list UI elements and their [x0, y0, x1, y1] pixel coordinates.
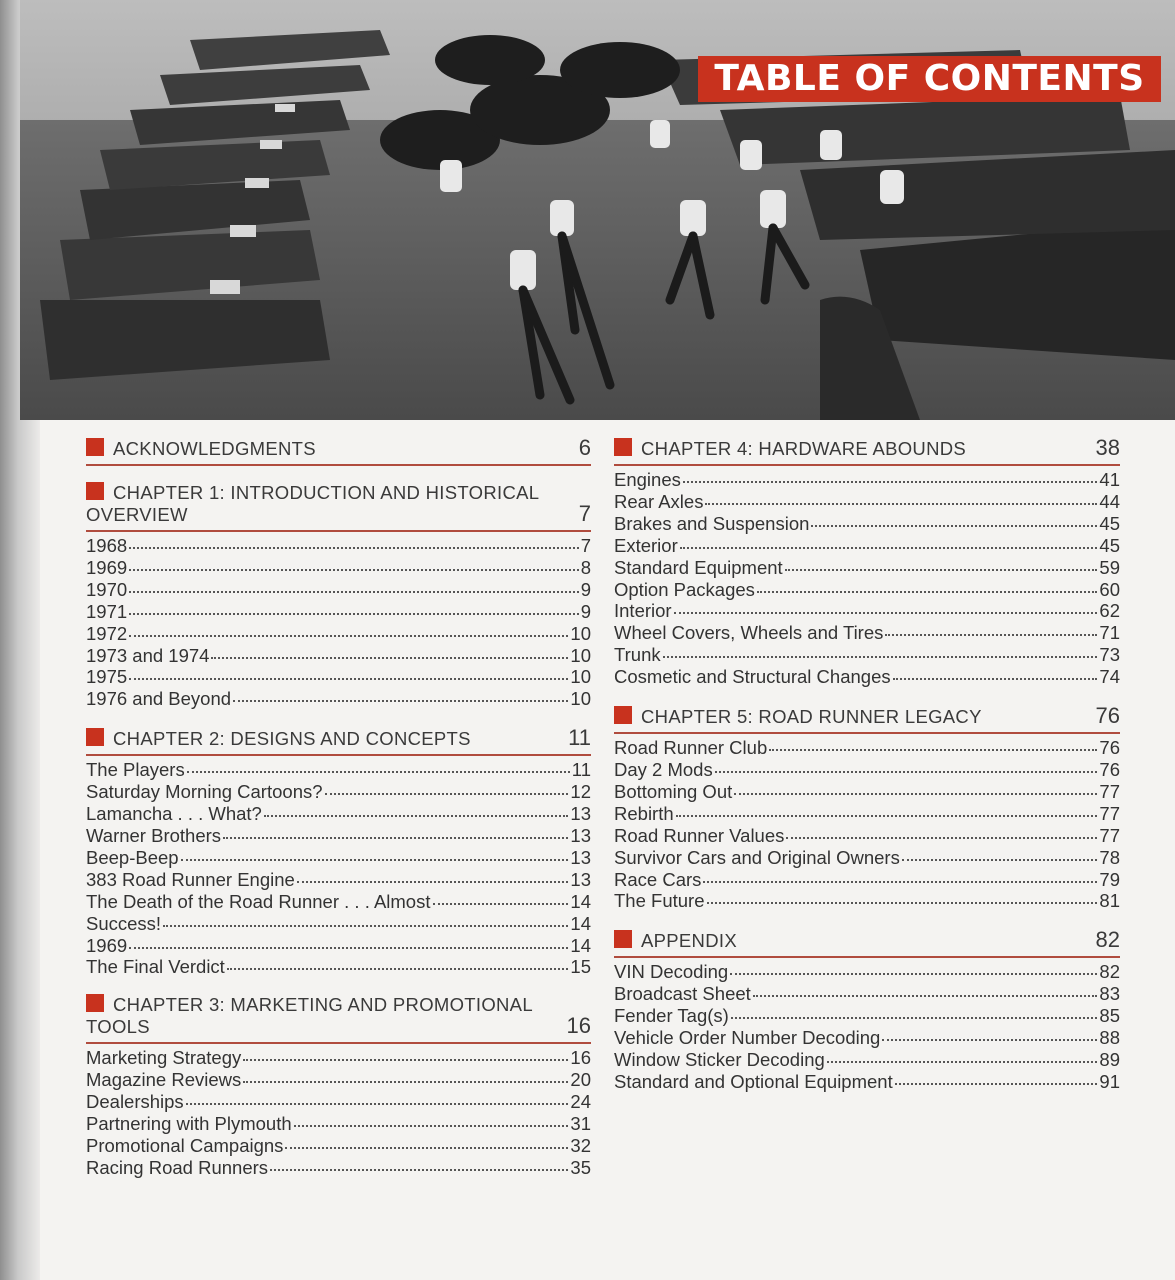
dot-leader [674, 611, 1098, 614]
entry-label: Vehicle Order Number Decoding [614, 1027, 881, 1049]
toc-entry[interactable] [614, 535, 1120, 557]
dot-leader [730, 972, 1097, 975]
entry-label: Racing Road Runners [86, 1156, 269, 1178]
entry-page-number: 20 [570, 1069, 591, 1091]
dot-leader [227, 967, 569, 970]
entry-label: Partnering with Plymouth [86, 1113, 292, 1135]
entry-label: Beep-Beep [86, 846, 179, 868]
entry-label: Road Runner Values [614, 824, 785, 846]
entry-page-number: 16 [570, 1047, 591, 1069]
toc-entry[interactable] [86, 1047, 591, 1069]
dot-leader [827, 1060, 1098, 1063]
toc-entry[interactable] [86, 781, 591, 803]
entry-page-number: 15 [570, 956, 591, 978]
entry-page-number: 59 [1099, 556, 1120, 578]
chapter-title-text: CHAPTER 1: INTRODUCTION AND HISTORICAL OVERVIEW [86, 482, 539, 525]
toc-entry[interactable] [614, 513, 1120, 535]
entry-label: The Players [86, 759, 185, 781]
entry-page-number: 8 [580, 556, 591, 578]
toc-entry[interactable] [86, 1113, 591, 1135]
dot-leader [433, 902, 569, 905]
toc-section [86, 436, 591, 466]
dot-leader [211, 656, 568, 659]
entry-page-number: 10 [570, 644, 591, 666]
toc-section [614, 436, 1120, 688]
dot-leader [129, 590, 579, 593]
red-square-icon [614, 706, 632, 724]
dot-leader [786, 836, 1097, 839]
toc-entry[interactable] [614, 1027, 1120, 1049]
toc-entry[interactable] [614, 869, 1120, 891]
dot-leader [270, 1168, 568, 1171]
chapter-title [614, 438, 1084, 460]
dot-leader [243, 1080, 568, 1083]
entry-page-number: 9 [580, 600, 591, 622]
entry-page-number: 24 [570, 1091, 591, 1113]
toc-entry[interactable] [86, 666, 591, 688]
entry-page-number: 77 [1099, 802, 1120, 824]
entry-label: Bottoming Out [614, 780, 733, 802]
dot-leader [129, 546, 579, 549]
entry-label: Brakes and Suspension [614, 512, 810, 534]
entry-page-number: 71 [1099, 622, 1120, 644]
entry-label: Cosmetic and Structural Changes [614, 666, 891, 688]
toc-entry[interactable] [614, 1071, 1120, 1093]
entry-label: 383 Road Runner Engine [86, 868, 295, 890]
entry-label: 1969 [86, 556, 128, 578]
entry-label: Magazine Reviews [86, 1069, 242, 1091]
toc-entry[interactable] [614, 1049, 1120, 1071]
dot-leader [129, 677, 568, 680]
entry-label: 1975 [86, 666, 128, 688]
toc-entry[interactable] [86, 623, 591, 645]
entry-label: Trunk [614, 644, 661, 666]
entry-page-number: 35 [570, 1156, 591, 1178]
toc-entry[interactable] [86, 891, 591, 913]
entry-label: Saturday Morning Cartoons? [86, 781, 323, 803]
toc-entry[interactable] [86, 803, 591, 825]
entry-page-number: 11 [571, 759, 591, 781]
chapter-title-text: CHAPTER 3: MARKETING AND PROMOTIONAL TOOLS [86, 994, 533, 1038]
entry-label: The Final Verdict [86, 956, 225, 978]
entry-label: 1971 [86, 600, 128, 622]
entry-label: Success! [86, 912, 162, 934]
entry-label: Wheel Covers, Wheels and Tires [614, 622, 884, 644]
chapter-heading[interactable] [86, 994, 591, 1044]
entry-label: Window Sticker Decoding [614, 1048, 825, 1070]
chapter-title [86, 482, 567, 526]
dot-leader [186, 1102, 569, 1105]
dot-leader [705, 502, 1097, 505]
entry-label: Road Runner Club [614, 737, 768, 759]
toc-entry[interactable] [86, 1091, 591, 1113]
dot-leader [707, 901, 1098, 904]
entry-label: 1968 [86, 535, 128, 556]
red-square-icon [86, 994, 104, 1012]
dot-leader [129, 612, 579, 615]
chapter-title [86, 728, 556, 750]
toc-entry[interactable] [86, 825, 591, 847]
entry-page-number: 91 [1099, 1070, 1120, 1092]
dot-leader [129, 946, 568, 949]
chapter-title [614, 706, 1084, 728]
chapter-heading[interactable] [86, 482, 591, 532]
toc-entry[interactable] [86, 645, 591, 667]
entry-label: 1969 [86, 934, 128, 956]
entry-label: Race Cars [614, 868, 702, 890]
dot-leader [734, 792, 1097, 795]
entry-label: Option Packages [614, 578, 755, 600]
toc-entry[interactable] [614, 622, 1120, 644]
dot-leader [882, 1038, 1097, 1041]
entry-page-number: 31 [570, 1113, 591, 1135]
toc-entry[interactable] [614, 847, 1120, 869]
toc-entry[interactable] [86, 869, 591, 891]
entry-page-number: 77 [1099, 780, 1120, 802]
entry-page-number: 78 [1099, 846, 1120, 868]
chapter-title-text: APPENDIX [641, 930, 737, 952]
chapter-page-number: 11 [568, 725, 591, 751]
toc-entry[interactable] [86, 847, 591, 869]
chapter-page-number: 7 [578, 501, 591, 526]
entry-page-number: 45 [1099, 534, 1120, 556]
entry-label: Standard Equipment [614, 556, 783, 578]
dot-leader [181, 858, 569, 861]
toc-section [86, 726, 591, 978]
dot-leader [297, 880, 569, 883]
toc-left-column [86, 436, 591, 1195]
entry-page-number: 14 [570, 912, 591, 934]
dot-leader [895, 1082, 1098, 1085]
toc-entry[interactable] [614, 600, 1120, 622]
toc-section [614, 928, 1120, 1092]
chapter-page-number: 76 [1095, 703, 1120, 729]
entry-page-number: 10 [570, 622, 591, 644]
toc-entry[interactable] [614, 737, 1120, 759]
dot-leader [676, 814, 1098, 817]
entry-page-number: 9 [580, 578, 591, 600]
dot-leader [285, 1146, 568, 1149]
toc-entry[interactable] [614, 983, 1120, 1005]
entry-label: Survivor Cars and Original Owners [614, 846, 900, 868]
toc-entry[interactable] [614, 644, 1120, 666]
entry-label: The Future [614, 890, 705, 912]
entry-label: The Death of the Road Runner . . . Almost [86, 890, 431, 912]
toc-entry[interactable] [86, 935, 591, 957]
toc-entry[interactable] [614, 781, 1120, 803]
entry-page-number: 76 [1099, 758, 1120, 780]
entry-page-number: 13 [570, 846, 591, 868]
toc-section [86, 482, 591, 710]
dot-leader [902, 858, 1098, 861]
dot-leader [294, 1124, 569, 1127]
chapter-title [86, 994, 555, 1038]
chapter-heading[interactable] [614, 704, 1120, 734]
toc-entry[interactable] [86, 956, 591, 978]
entry-label: Interior [614, 600, 672, 622]
chapter-heading[interactable] [86, 436, 591, 466]
dot-leader [243, 1058, 568, 1061]
entry-page-number: 74 [1099, 666, 1120, 688]
red-square-icon [86, 728, 104, 746]
entry-label: Rear Axles [614, 490, 704, 512]
entry-page-number: 83 [1099, 983, 1120, 1005]
dot-leader [811, 524, 1097, 527]
toc-section [86, 994, 591, 1178]
toc-entry[interactable] [614, 469, 1120, 491]
dot-leader [893, 677, 1098, 680]
entry-label: Standard and Optional Equipment [614, 1070, 893, 1092]
entry-label: Dealerships [86, 1091, 184, 1113]
entry-page-number: 82 [1099, 961, 1120, 983]
red-square-icon [614, 930, 632, 948]
entry-label: 1973 and 1974 [86, 644, 210, 666]
toc-entry[interactable] [614, 579, 1120, 601]
toc-entry[interactable] [86, 759, 591, 781]
entry-page-number: 12 [570, 781, 591, 803]
dot-leader [163, 924, 568, 927]
dot-leader [885, 633, 1097, 636]
dot-leader [731, 1016, 1098, 1019]
entry-page-number: 89 [1099, 1048, 1120, 1070]
header-photo [20, 0, 1175, 420]
entry-label: Promotional Campaigns [86, 1134, 284, 1156]
chapter-page-number: 6 [578, 435, 591, 460]
chapter-title [614, 930, 1084, 952]
toc-entry[interactable] [86, 1069, 591, 1091]
toc-entry[interactable] [86, 535, 591, 557]
toc-entry[interactable] [86, 913, 591, 935]
toc-section [614, 704, 1120, 912]
chapter-heading[interactable] [86, 726, 591, 756]
toc-entry[interactable] [614, 825, 1120, 847]
dot-leader [264, 814, 569, 817]
chapter-title-text: CHAPTER 2: DESIGNS AND CONCEPTS [113, 728, 471, 750]
entry-label: Engines [614, 469, 681, 490]
entry-page-number: 44 [1099, 490, 1120, 512]
entry-label: VIN Decoding [614, 961, 729, 983]
toc-entry[interactable] [86, 688, 591, 710]
toc-entry[interactable] [86, 557, 591, 579]
entry-label: 1970 [86, 578, 128, 600]
dot-leader [703, 880, 1097, 883]
entry-page-number: 13 [570, 868, 591, 890]
chapter-heading[interactable] [614, 436, 1120, 466]
toc-entry[interactable] [614, 557, 1120, 579]
chapter-title-text: CHAPTER 5: ROAD RUNNER LEGACY [641, 706, 982, 728]
entry-page-number: 88 [1099, 1027, 1120, 1049]
toc-entry[interactable] [86, 1135, 591, 1157]
dot-leader [223, 836, 568, 839]
entry-label: Broadcast Sheet [614, 983, 751, 1005]
entry-page-number: 62 [1099, 600, 1120, 622]
toc-entry[interactable] [86, 601, 591, 623]
entry-label: 1976 and Beyond [86, 688, 232, 710]
entry-page-number: 32 [570, 1134, 591, 1156]
entry-page-number: 60 [1099, 578, 1120, 600]
toc-entry[interactable] [614, 961, 1120, 983]
entry-label: Warner Brothers [86, 824, 222, 846]
dot-leader [757, 590, 1098, 593]
entry-label: Rebirth [614, 802, 674, 824]
red-square-icon [86, 482, 104, 500]
dot-leader [663, 655, 1098, 658]
chapter-title-text: CHAPTER 4: HARDWARE ABOUNDS [641, 438, 967, 459]
entry-page-number: 7 [580, 535, 591, 556]
entry-page-number: 13 [570, 803, 591, 825]
toc-entry[interactable] [86, 579, 591, 601]
entry-label: Exterior [614, 534, 678, 556]
entry-page-number: 41 [1099, 469, 1120, 490]
chapter-heading[interactable] [614, 928, 1120, 958]
chapter-title-text: ACKNOWLEDGMENTS [113, 438, 316, 459]
dot-leader [129, 634, 568, 637]
chapter-page-number: 16 [566, 1013, 591, 1039]
dot-leader [769, 748, 1097, 751]
page-title: TABLE OF CONTENTS [698, 56, 1161, 102]
entry-page-number: 10 [570, 688, 591, 710]
chapter-page-number: 82 [1095, 927, 1120, 953]
entry-page-number: 73 [1099, 644, 1120, 666]
entry-page-number: 14 [570, 934, 591, 956]
toc-entry[interactable] [614, 803, 1120, 825]
red-square-icon [614, 438, 632, 456]
entry-page-number: 76 [1099, 737, 1120, 759]
entry-label: Lamancha . . . What? [86, 803, 262, 825]
entry-page-number: 79 [1099, 868, 1120, 890]
dot-leader [680, 546, 1098, 549]
entry-page-number: 81 [1099, 890, 1120, 912]
toc-entry[interactable] [614, 890, 1120, 912]
entry-page-number: 10 [570, 666, 591, 688]
entry-page-number: 13 [570, 824, 591, 846]
dot-leader [715, 770, 1098, 773]
toc-entry[interactable] [86, 1157, 591, 1179]
dot-leader [325, 792, 569, 795]
toc-entry[interactable] [614, 1005, 1120, 1027]
red-square-icon [86, 438, 104, 456]
entry-page-number: 77 [1099, 824, 1120, 846]
entry-label: Day 2 Mods [614, 758, 713, 780]
toc-entry[interactable] [614, 491, 1120, 513]
dot-leader [785, 568, 1098, 571]
dot-leader [753, 994, 1098, 997]
chapter-page-number: 38 [1095, 435, 1120, 460]
entry-page-number: 45 [1099, 512, 1120, 534]
dot-leader [129, 568, 579, 571]
entry-label: 1972 [86, 622, 128, 644]
dot-leader [187, 770, 570, 773]
dot-leader [683, 480, 1098, 483]
entry-page-number: 14 [570, 890, 591, 912]
toc-entry[interactable] [614, 666, 1120, 688]
entry-label: Marketing Strategy [86, 1047, 242, 1069]
dot-leader [233, 699, 568, 702]
toc-entry[interactable] [614, 759, 1120, 781]
chapter-title [86, 438, 567, 460]
entry-page-number: 85 [1099, 1005, 1120, 1027]
entry-label: Fender Tag(s) [614, 1005, 729, 1027]
toc-right-column [614, 436, 1120, 1109]
